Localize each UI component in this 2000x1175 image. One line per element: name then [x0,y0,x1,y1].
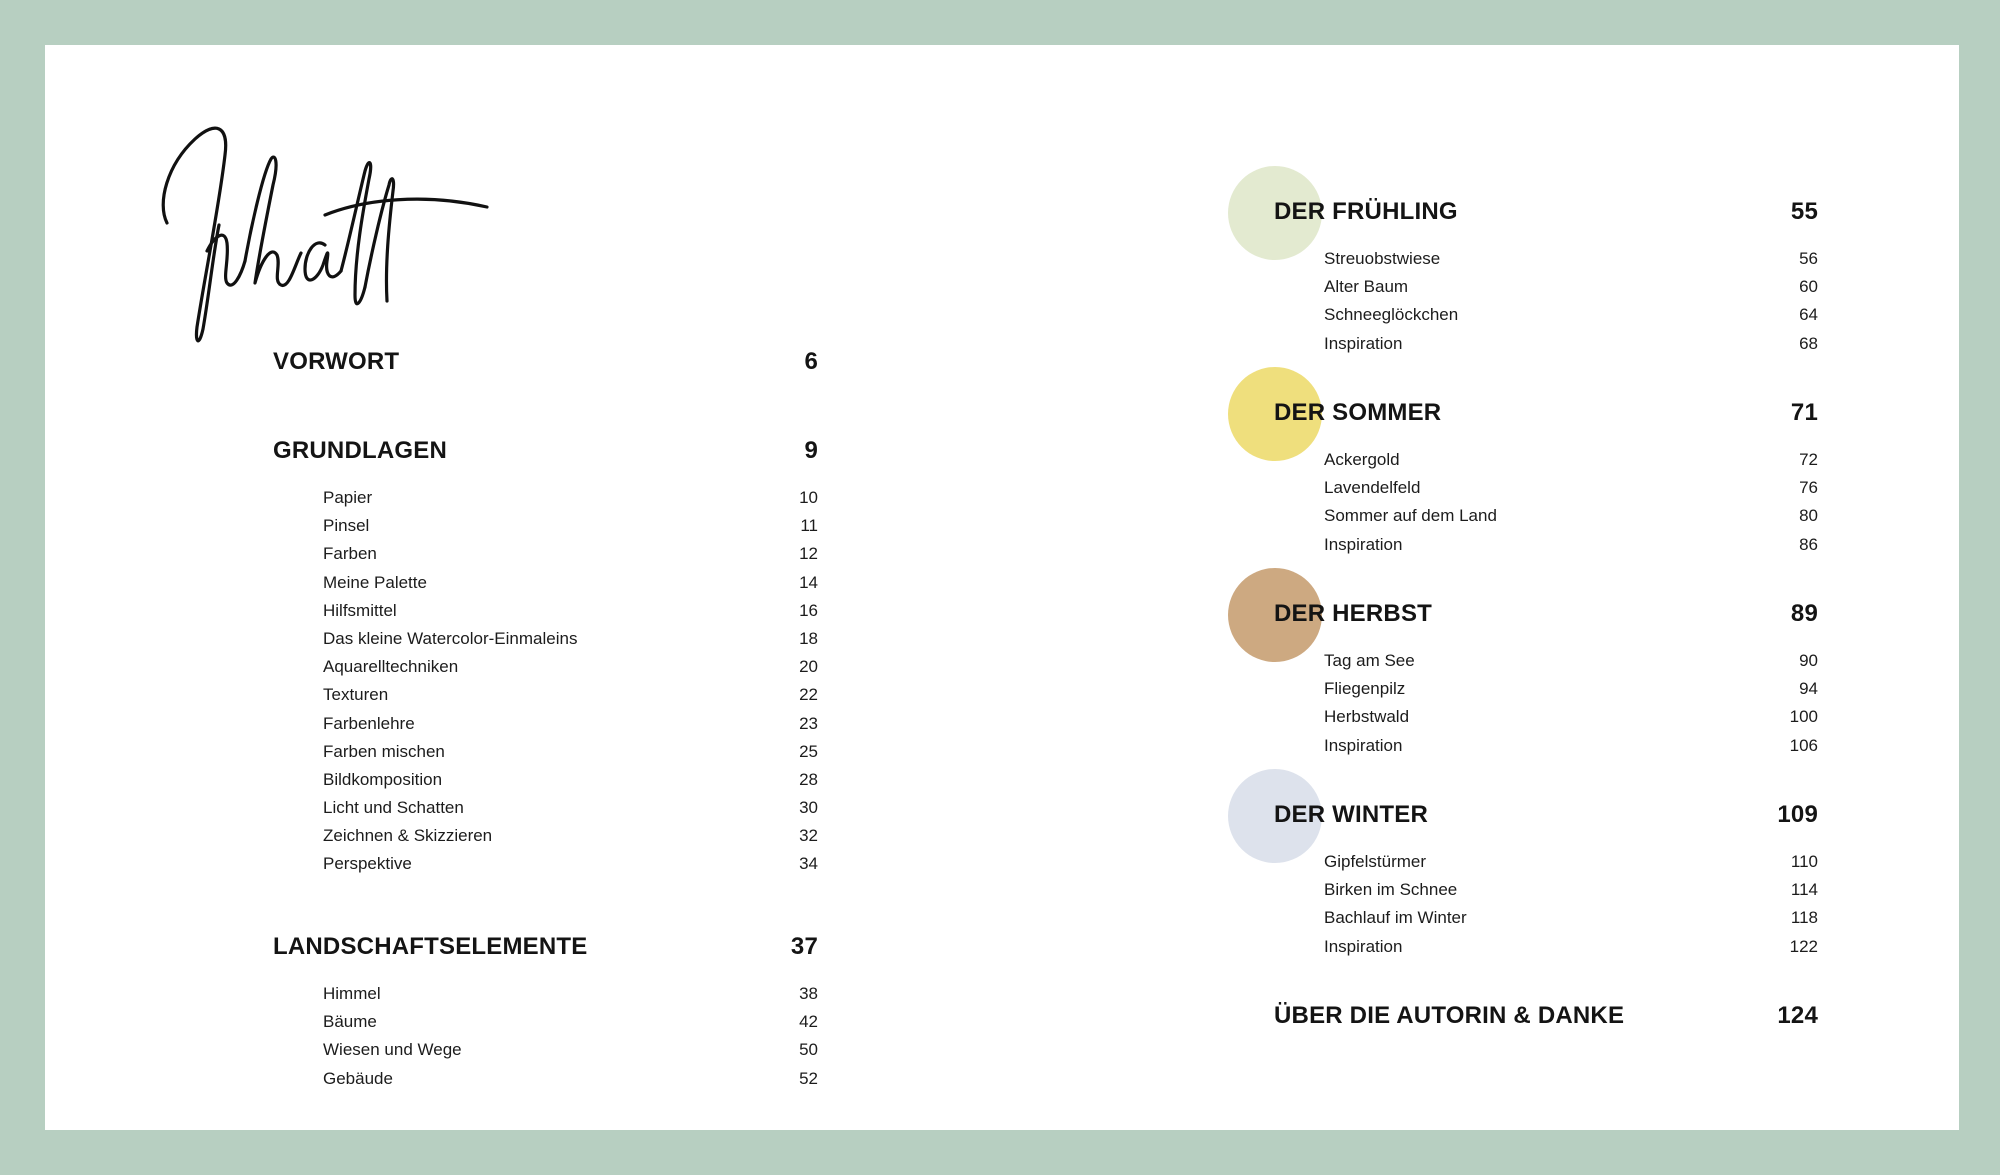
subentry-page: 25 [799,741,818,761]
subentry-page: 50 [799,1040,818,1060]
toc-section-sommer [1274,396,1818,559]
subentry-label: Gebäude [323,1068,393,1088]
toc-subentry[interactable] [273,625,818,653]
subentry-page: 16 [799,600,818,620]
toc-subentry[interactable] [1274,732,1818,760]
subentry-page: 122 [1789,936,1818,956]
toc-subentry[interactable] [273,512,818,540]
subentry-page: 110 [1790,852,1818,871]
subentry-page: 114 [1790,880,1818,900]
toc-section-vorwort [273,345,818,379]
toc-subentry[interactable] [1274,675,1818,703]
subentry-label: Herbstwald [1324,707,1410,727]
toc-subentry[interactable] [273,822,818,850]
toc-entry-fruehling[interactable] [1274,195,1818,229]
toc-subentry[interactable] [1274,330,1818,358]
section-title: DER FRÜHLING [1274,198,1458,225]
section-title: GRUNDLAGEN [273,437,447,464]
section-title: ÜBER DIE AUTORIN & DANKE [1274,1002,1625,1029]
subentry-page: 20 [799,657,818,677]
toc-subentry[interactable] [273,1036,818,1064]
toc-subentry[interactable] [273,484,818,512]
subentry-page: 22 [799,685,818,705]
subentry-label: Streuobstwiese [1324,249,1441,268]
subentry-label: Tag am See [1324,651,1415,670]
toc-subentry[interactable] [1274,446,1818,474]
toc-section-about [1274,999,1818,1033]
section-title: DER HERBST [1274,600,1433,627]
toc-entry-grundlagen[interactable] [273,434,818,468]
section-page-number: 89 [1790,600,1818,627]
section-page-number: 109 [1777,801,1818,828]
toc-subentry[interactable] [1274,502,1818,530]
book-page [45,45,1959,1130]
section-page-number: 37 [790,933,818,960]
subentry-label: Inspiration [1324,936,1403,956]
subentry-page: 11 [800,516,818,536]
toc-subentry[interactable] [1274,531,1818,559]
subentry-label: Pinsel [323,516,370,536]
subentry-page: 28 [799,769,818,789]
toc-subentry[interactable] [1274,848,1818,876]
subentry-label: Licht und Schatten [323,798,464,818]
subentry-label: Inspiration [1324,534,1403,554]
toc-subentry[interactable] [273,540,818,568]
section-page-number: 55 [1790,198,1818,225]
subentry-page: 118 [1790,908,1818,928]
toc-subentry[interactable] [1274,474,1818,502]
toc-subentry[interactable] [273,766,818,794]
toc-subentry[interactable] [273,980,818,1008]
subentry-page: 80 [1799,506,1818,526]
toc-subentry[interactable] [273,569,818,597]
toc-section-fruehling [1274,195,1818,358]
subentry-page: 68 [1799,333,1818,353]
toc-entry-sommer[interactable] [1274,396,1818,430]
section-page-number: 124 [1777,1002,1818,1029]
toc-subentry[interactable] [273,710,818,738]
section-page-number: 6 [804,348,818,375]
toc-subentry[interactable] [1274,876,1818,904]
subentry-list [273,980,818,1093]
subentry-label: Wiesen und Wege [323,1040,462,1060]
subentry-list [273,484,818,879]
subentry-label: Inspiration [1324,333,1403,353]
toc-subentry[interactable] [1274,245,1818,273]
subentry-label: Birken im Schnee [1324,880,1458,900]
toc-subentry[interactable] [273,1065,818,1093]
subentry-label: Lavendelfeld [1324,478,1421,498]
toc-subentry[interactable] [1274,904,1818,932]
subentry-label: Bäume [323,1012,377,1032]
subentry-page: 106 [1789,735,1818,755]
toc-subentry[interactable] [273,794,818,822]
subentry-page: 42 [799,1012,818,1032]
toc-entry-winter[interactable] [1274,798,1818,832]
subentry-page: 10 [799,488,818,507]
subentry-label: Bildkomposition [323,769,443,789]
subentry-page: 52 [799,1068,818,1088]
subentry-page: 86 [1799,534,1818,554]
toc-entry-vorwort[interactable] [273,345,818,379]
toc-subentry[interactable] [273,850,818,878]
toc-subentry[interactable] [1274,933,1818,961]
section-title: VORWORT [273,348,400,375]
section-title: DER SOMMER [1274,399,1442,426]
subentry-page: 12 [799,544,818,564]
subentry-label: Aquarelltechniken [323,657,459,677]
subentry-label: Bachlauf im Winter [1324,908,1467,928]
subentry-page: 100 [1789,707,1818,727]
subentry-page: 32 [799,826,818,846]
subentry-page: 76 [1799,478,1818,498]
toc-subentry[interactable] [273,1008,818,1036]
subentry-page: 30 [799,798,818,818]
toc-section-herbst [1274,597,1818,760]
toc-section-winter [1274,798,1818,961]
subentry-page: 34 [799,854,818,874]
toc-section-grundlagen [273,434,818,879]
toc-entry-about-author[interactable] [1274,999,1818,1033]
subentry-list [1274,647,1818,760]
toc-subentry[interactable] [273,653,818,681]
subentry-label: Hilfsmittel [323,600,397,620]
subentry-list [1274,446,1818,559]
subentry-label: Farben [323,544,377,564]
toc-section-landschaftselemente [273,930,818,1093]
toc-subentry[interactable] [273,738,818,766]
subentry-page: 60 [1799,277,1818,297]
subentry-page: 14 [799,572,818,592]
section-page-number: 9 [804,437,818,464]
toc-subentry[interactable] [273,597,818,625]
subentry-label: Schneeglöckchen [1324,305,1459,325]
section-page-number: 71 [1790,399,1818,426]
subentry-label: Ackergold [1324,450,1400,469]
subentry-page: 64 [1799,305,1818,325]
subentry-label: Farben mischen [323,741,445,761]
subentry-list [1274,245,1818,358]
toc-subentry[interactable] [1274,301,1818,329]
subentry-list [1274,848,1818,961]
subentry-page: 90 [1799,651,1818,670]
subentry-label: Farbenlehre [323,713,415,733]
subentry-label: Himmel [323,984,381,1003]
subentry-label: Fliegenpilz [1324,679,1406,699]
toc-entry-herbst[interactable] [1274,597,1818,631]
section-title: LANDSCHAFTSELEMENTE [273,933,588,960]
toc-subentry[interactable] [1274,647,1818,675]
toc-subentry[interactable] [273,681,818,709]
subentry-label: Das kleine Watercolor-Einmaleins [323,628,578,648]
subentry-page: 72 [1799,450,1818,469]
section-title: DER WINTER [1274,801,1428,828]
subentry-label: Gipfelstürmer [1324,852,1427,871]
subentry-page: 94 [1799,679,1818,699]
subentry-label: Inspiration [1324,735,1403,755]
toc-entry-landschaftselemente[interactable] [273,930,818,964]
subentry-label: Alter Baum [1324,277,1409,297]
subentry-label: Texturen [323,685,389,705]
subentry-label: Meine Palette [323,572,427,592]
subentry-page: 56 [1799,249,1818,268]
subentry-label: Zeichnen & Skizzieren [323,826,493,846]
toc-subentry[interactable] [1274,273,1818,301]
subentry-label: Perspektive [323,854,412,874]
subentry-page: 23 [799,713,818,733]
subentry-label: Sommer auf dem Land [1324,506,1497,526]
subentry-page: 38 [799,984,818,1003]
subentry-page: 18 [799,628,818,648]
subentry-label: Papier [323,488,373,507]
toc-subentry[interactable] [1274,703,1818,731]
